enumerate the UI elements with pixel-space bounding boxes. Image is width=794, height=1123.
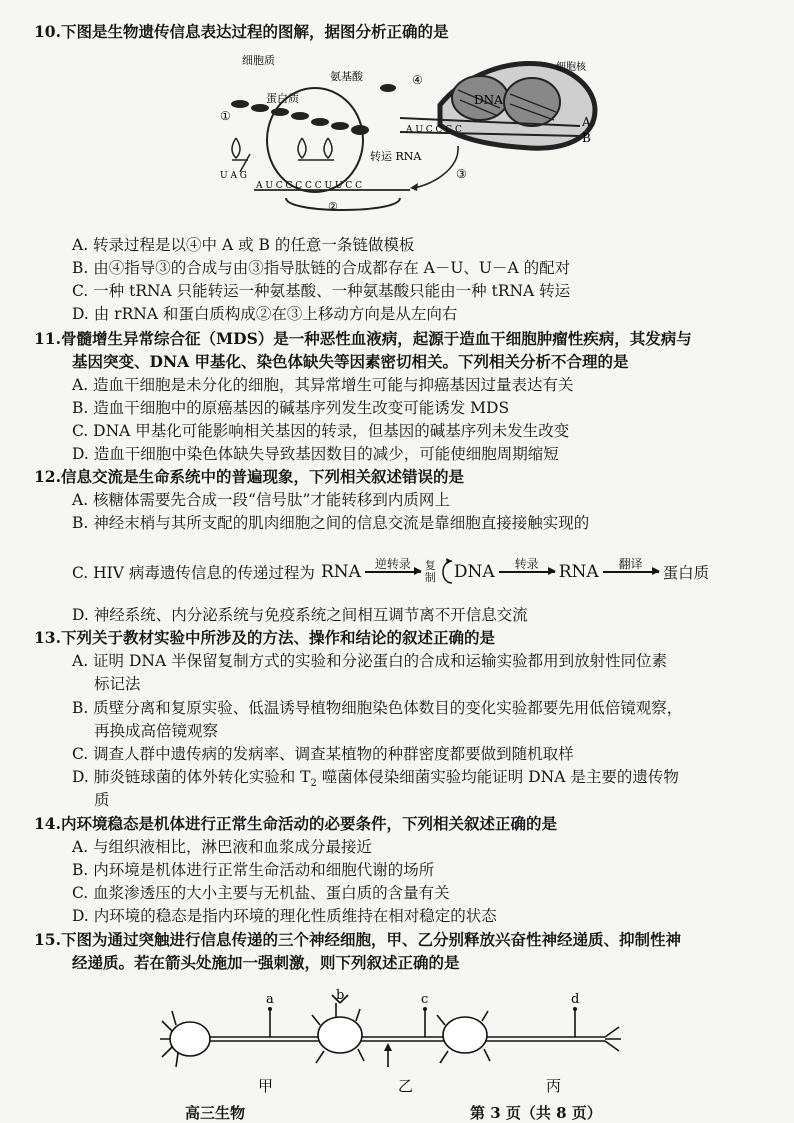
q11-option-d: D. 造血干细胞中染色体缺失导致基因数目的减少，可能使细胞周期缩短 bbox=[72, 445, 559, 463]
point-d-label: d bbox=[571, 992, 580, 1007]
q11-option-a: A. 造血干细胞是未分化的细胞，其异常增生可能与抑癌基因过量表达有关 bbox=[72, 376, 574, 394]
q14-option-c: C. 血浆渗透压的大小主要与无机盐、蛋白质的含量有关 bbox=[72, 884, 450, 902]
flow-rna-1: RNA bbox=[320, 562, 361, 582]
circle-2-label: ② bbox=[328, 200, 338, 213]
q12-option-d: D. 神经系统、内分泌系统与免疫系统之间相互调节离不开信息交流 bbox=[72, 606, 528, 624]
translation-label: 翻译 bbox=[618, 557, 643, 572]
circle-4-label: ④ bbox=[412, 73, 423, 87]
q15-stem-line1: 15.下图为通过突触进行信息传递的三个神经细胞，甲、乙分别释放兴奋性神经递质、抑制性神 bbox=[34, 930, 681, 949]
q10-option-b: B. 由④指导③的合成与由③指导肽链的合成都存在 A－U、U－A 的配对 bbox=[72, 259, 571, 277]
aminoacid-label: 氨基酸 bbox=[330, 70, 363, 83]
q12-option-c bbox=[72, 552, 709, 592]
q13-option-b-line2: 再换成高倍镜观察 bbox=[94, 722, 219, 740]
q11-option-c: C. DNA 甲基化可能影响相关基因的转录，但基因的碱基序列未发生改变 bbox=[72, 422, 570, 440]
q13-option-c: C. 调查人群中遗传病的发病率、调查某植物的种群密度都要做到随机取样 bbox=[72, 745, 574, 763]
strand-b-label: B bbox=[582, 131, 591, 145]
q10-stem: 10.下图是生物遗传信息表达过程的图解，据图分析正确的是 bbox=[34, 22, 449, 41]
translation-arrow bbox=[603, 558, 659, 586]
q12-option-b: B. 神经末梢与其所支配的肌肉细胞之间的信息交流是靠细胞直接接触实现的 bbox=[72, 514, 590, 532]
q13-stem: 13.下列关于教材实验中所涉及的方法、操作和结论的叙述正确的是 bbox=[34, 628, 495, 647]
q12-option-c-prefix: C. HIV 病毒遗传信息的传递过程为 bbox=[72, 564, 315, 582]
nucleus-label: 细胞核 bbox=[556, 62, 586, 73]
neuron-jia-label: 甲 bbox=[258, 1077, 274, 1095]
q10-option-a: A. 转录过程是以④中 A 或 B 的任意一条链做模板 bbox=[72, 236, 415, 254]
flow-protein: 蛋白质 bbox=[662, 564, 710, 582]
reverse-transcription-arrow bbox=[365, 558, 421, 586]
q10-option-d: D. 由 rRNA 和蛋白质构成②在③上移动方向是从左向右 bbox=[72, 305, 458, 323]
cytoplasm-label: 细胞质 bbox=[242, 54, 275, 67]
codon-label: U A G bbox=[220, 171, 247, 181]
replication-loop-icon bbox=[438, 557, 454, 587]
q13-option-b-line1: B. 质壁分离和复原实验、低温诱导植物细胞染色体数目的变化实验都要先用低倍镜观察， bbox=[72, 699, 683, 717]
q11-stem-line2: 基因突变、DNA 甲基化、染色体缺失等因素密切相关。下列相关分析不合理的是 bbox=[72, 352, 629, 371]
protein-label: 蛋白质 bbox=[266, 92, 299, 105]
q14-stem: 14.内环境稳态是机体进行正常生命活动的必要条件，下列相关叙述正确的是 bbox=[34, 814, 557, 833]
q13-option-a-line1: A. 证明 DNA 半保留复制方式的实验和分泌蛋白的合成和运输实验都用到放射性同位素 bbox=[72, 652, 668, 670]
reverse-transcription-label: 逆转录 bbox=[374, 557, 411, 572]
q14-option-b: B. 内环境是机体进行正常生命活动和细胞代谢的场所 bbox=[72, 861, 435, 879]
footer-subject: 高三生物 bbox=[185, 1104, 246, 1122]
q11-option-b: B. 造血干细胞中的原癌基因的碱基序列发生改变可能诱发 MDS bbox=[72, 399, 510, 417]
replication-label: 复 制 bbox=[424, 559, 436, 584]
q13-option-d-line2: 质 bbox=[94, 791, 110, 809]
point-a-label: a bbox=[266, 992, 274, 1007]
q10-option-c: C. 一种 tRNA 只能转运一种氨基酸、一种氨基酸只能由一种 tRNA 转运 bbox=[72, 282, 571, 300]
q14-option-d: D. 内环境的稳态是指内环境的理化性质维持在相对稳定的状态 bbox=[72, 907, 497, 925]
q15-stem-line2: 经递质。若在箭头处施加一强刺激，则下列叙述正确的是 bbox=[72, 953, 460, 972]
q12-option-a: A. 核糖体需要先合成一段“信号肽”才能转移到内质网上 bbox=[72, 491, 450, 509]
flow-rna-2: RNA bbox=[558, 562, 599, 582]
gene-expression-diagram bbox=[210, 50, 600, 225]
point-c-label: c bbox=[421, 992, 429, 1007]
neuron-bing-label: 丙 bbox=[546, 1077, 562, 1095]
dna-label: DNA bbox=[474, 93, 503, 107]
q12-stem: 12.信息交流是生命系统中的普遍现象，下列相关叙述错误的是 bbox=[34, 467, 464, 486]
neuron-yi-label: 乙 bbox=[398, 1077, 414, 1095]
circle-1-label: ① bbox=[220, 109, 231, 123]
q13-option-d-line1: D. 肺炎链球菌的体外转化实验和 $T_2$ 噬菌体侵染细菌实验均能证明 DNA 是主要的遗传物 bbox=[72, 768, 679, 790]
q11-stem-line1: 11.骨髓增生异常综合征（MDS）是一种恶性血液病，起源于造血干细胞肿瘤性疾病，其发病与 bbox=[34, 329, 692, 348]
point-b-label: b bbox=[336, 988, 345, 1003]
q13-option-a-line2: 标记法 bbox=[94, 675, 141, 693]
transcription-arrow bbox=[499, 558, 555, 586]
neuron-chain-diagram bbox=[160, 985, 630, 1095]
q14-option-a: A. 与组织液相比，淋巴液和血浆成分最接近 bbox=[72, 838, 373, 856]
flow-dna: DNA bbox=[453, 562, 495, 582]
transcription-label: 转录 bbox=[514, 557, 539, 572]
strand-a-label: A bbox=[582, 115, 591, 129]
footer-page-number: 第 3 页（共 8 页） bbox=[470, 1104, 602, 1122]
circle-3-label: ③ bbox=[456, 167, 467, 181]
dna-sequence: A U C C C C bbox=[406, 125, 462, 135]
trna-label: 转运 RNA bbox=[370, 150, 422, 163]
mrna-sequence: A U C C C C C U U C C bbox=[256, 181, 363, 191]
